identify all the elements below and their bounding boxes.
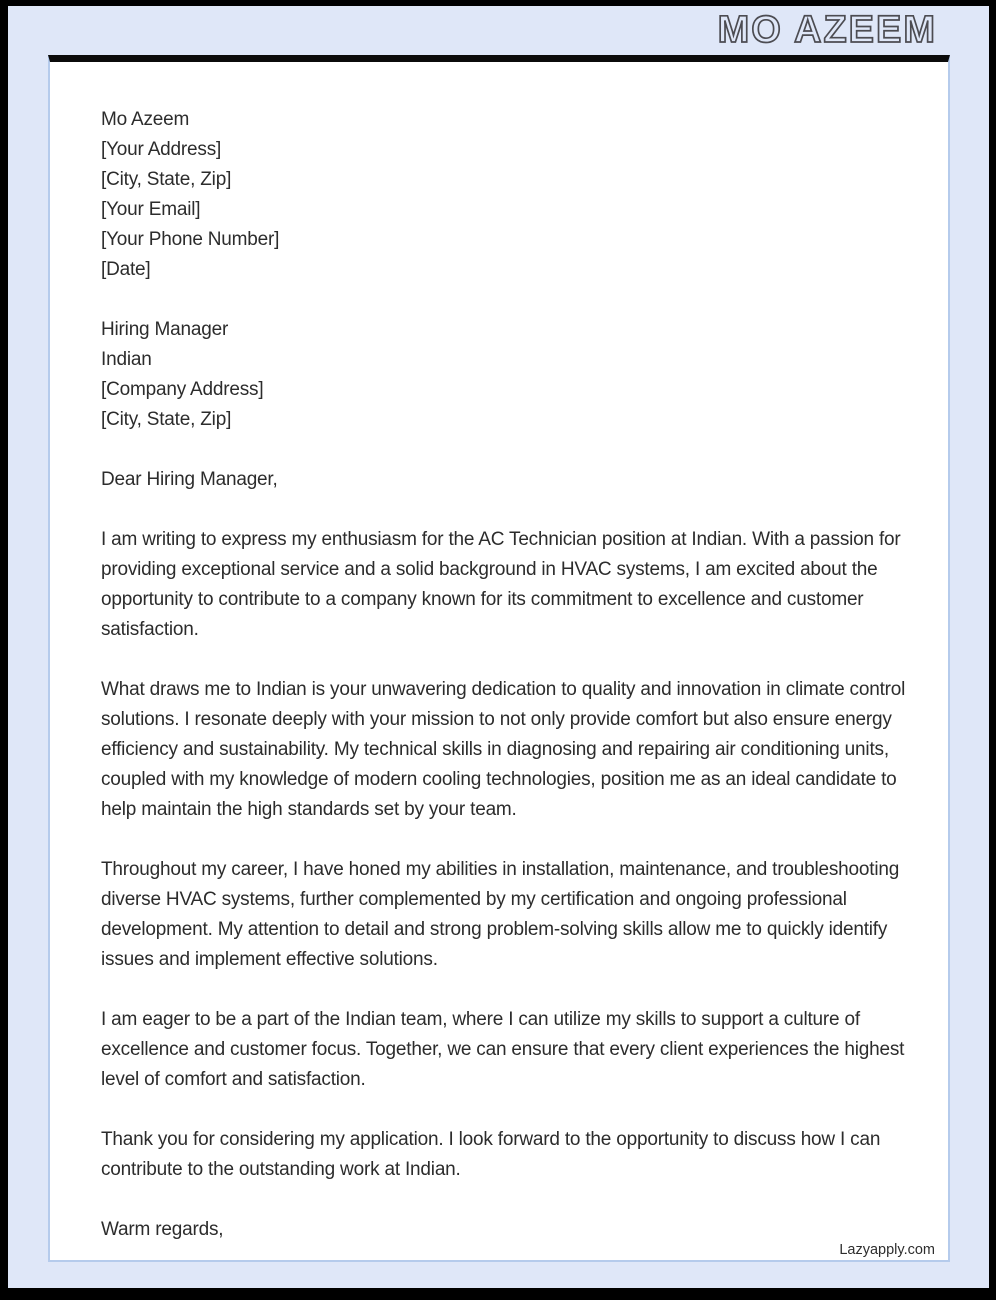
recipient-line: Indian	[101, 349, 152, 370]
sender-line: [Date]	[101, 259, 151, 280]
letter-page	[48, 55, 950, 1262]
body-paragraph: What draws me to Indian is your unwavering dedication to quality and innovation in climate control solutions. I resonate deeply with your mission to not only provide comfort but also ensure energy efficiency and sustainability. My technical skills in diagnosing and repairing air conditioning units, coupled with my knowledge of modern cooling technologies, position me as an ideal candidate to help maintain the high standards set by your team.	[101, 679, 906, 820]
brand-wordmark: MO AZEEM	[717, 9, 937, 51]
sender-line: Mo Azeem	[101, 109, 190, 130]
recipient-line: [City, State, Zip]	[101, 409, 232, 430]
recipient-line: Hiring Manager	[101, 319, 229, 340]
sender-block	[101, 105, 909, 285]
recipient-line: [Company Address]	[101, 379, 264, 400]
sender-line: [Your Address]	[101, 139, 222, 160]
watermark: Lazyapply.com	[839, 1242, 935, 1258]
body-paragraph: I am writing to express my enthusiasm for the AC Technician position at Indian. With a passion for providing exceptional service and a solid background in HVAC systems, I am excited about the opportunity to contribute to a company known for its commitment to excellence and customer satisfaction.	[101, 529, 901, 640]
sender-line: [Your Phone Number]	[101, 229, 280, 250]
body-paragraph: Thank you for considering my application. I look forward to the opportunity to discuss how I can contribute to the outstanding work at Indian.	[101, 1129, 881, 1180]
sender-line: [Your Email]	[101, 199, 201, 220]
body-paragraph: I am eager to be a part of the Indian team, where I can utilize my skills to support a culture of excellence and customer focus. Together, we can ensure that every client experiences the highest level of comfort and satisfaction.	[101, 1009, 905, 1090]
letter-content	[50, 62, 949, 1245]
recipient-block	[101, 315, 909, 435]
body-paragraph: Throughout my career, I have honed my abilities in installation, maintenance, and troubleshooting diverse HVAC systems, further complemented by my certification and ongoing professional development. My attention to detail and strong problem-solving skills allow me to quickly identify issues and implement effective solutions.	[101, 859, 900, 970]
sender-line: [City, State, Zip]	[101, 169, 232, 190]
salutation: Dear Hiring Manager,	[101, 469, 278, 490]
closing-line: Warm regards,	[101, 1219, 224, 1240]
